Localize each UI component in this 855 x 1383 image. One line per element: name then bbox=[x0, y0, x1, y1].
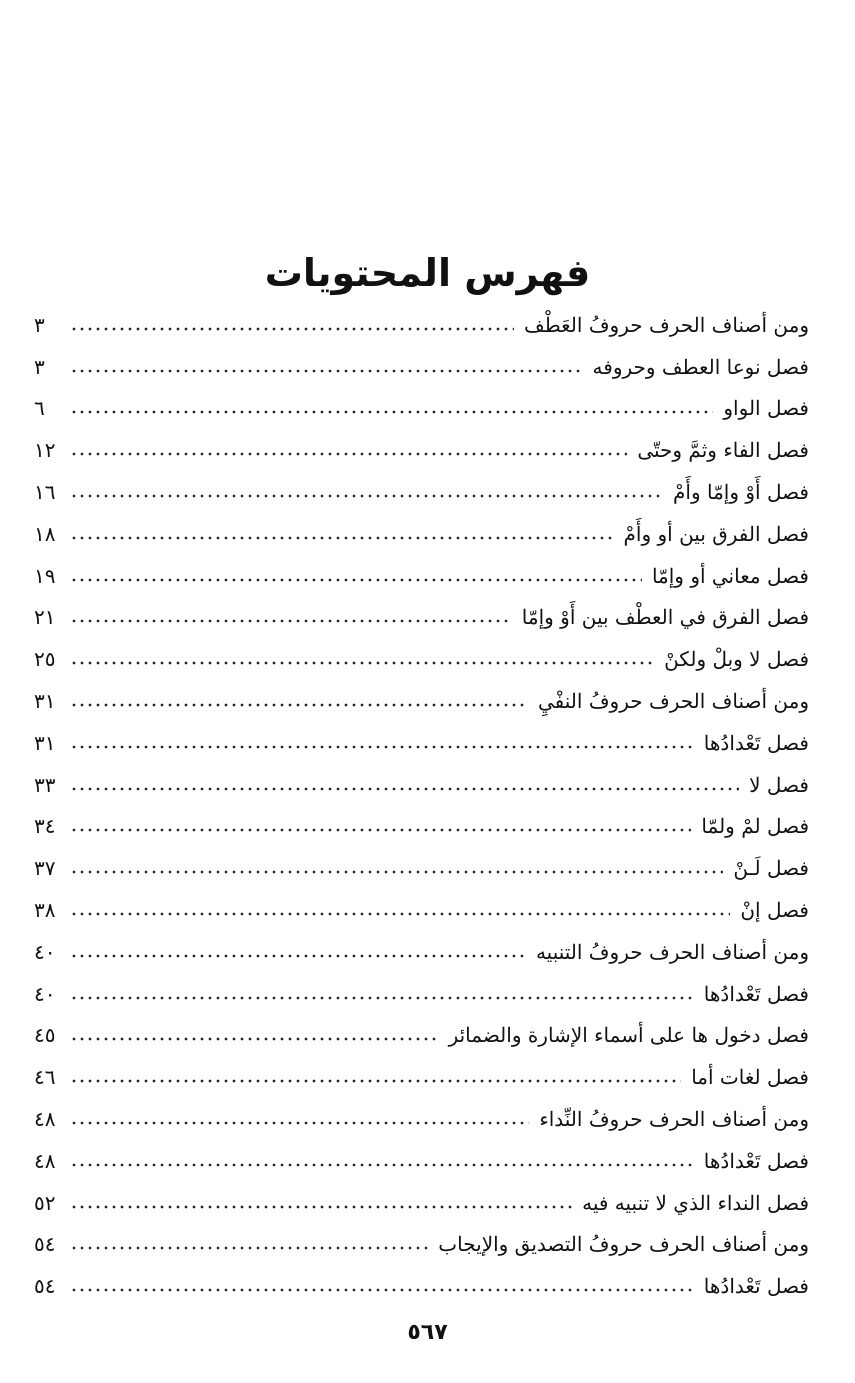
toc-entry bbox=[34, 722, 809, 764]
toc-entry-title: فصل نوعا العطف وحروفه bbox=[592, 354, 809, 379]
dot-leader bbox=[70, 1079, 681, 1083]
toc-entry-title: فصل النداء الذي لا تنبيه فيه bbox=[582, 1190, 809, 1215]
dot-leader bbox=[70, 703, 528, 707]
toc-entry bbox=[34, 638, 809, 680]
toc-entry-title: فصل إنْ bbox=[740, 898, 809, 923]
toc-entry-page-number: ٤٠ bbox=[34, 981, 56, 1006]
toc-entry bbox=[34, 1098, 809, 1140]
toc-entry bbox=[34, 1015, 809, 1057]
dot-leader bbox=[70, 1163, 694, 1167]
toc-entry bbox=[34, 346, 809, 388]
dot-leader bbox=[70, 494, 663, 498]
toc-entry-page-number: ٣١ bbox=[34, 730, 56, 755]
toc-entry-title: فصل لا وبلْ ولكنْ bbox=[664, 647, 809, 672]
toc-entry bbox=[34, 1224, 809, 1266]
toc-entry bbox=[34, 429, 809, 471]
toc-entry-title: ومن أصناف الحرف حروفُ العَطْف bbox=[524, 312, 809, 337]
toc-entry-page-number: ٦ bbox=[34, 396, 45, 421]
toc-entry-title: فصل معاني أو وإمّا bbox=[651, 563, 809, 588]
toc-entry-title: ومن أصناف الحرف حروفُ التنبيه bbox=[535, 939, 809, 964]
toc-entry bbox=[34, 513, 809, 555]
toc-entry-page-number: ٥٢ bbox=[34, 1190, 56, 1215]
toc-entry-page-number: ١٢ bbox=[34, 438, 56, 463]
toc-entry-page-number: ١٦ bbox=[34, 480, 56, 505]
toc-entry-title: فصل تَعْدادُها bbox=[703, 1274, 809, 1299]
toc-entry bbox=[34, 1265, 809, 1307]
toc-entry-title: فصل الفرق بين أو وأَمْ bbox=[623, 521, 809, 546]
toc-entry-page-number: ٢٥ bbox=[34, 647, 56, 672]
toc-entry-title: فصل الفاء وثمَّ وحتّى bbox=[637, 438, 809, 463]
toc-entry-title: فصل تَعْدادُها bbox=[703, 730, 809, 755]
toc-entry-page-number: ٣٣ bbox=[34, 772, 56, 797]
toc-entry-title: ومن أصناف الحرف حروفُ التصديق والإيجاب bbox=[438, 1232, 809, 1257]
dot-leader bbox=[70, 1288, 694, 1292]
toc-entry-title: فصل لَـنْ bbox=[733, 856, 809, 881]
table-of-contents bbox=[34, 304, 809, 1307]
toc-entry-page-number: ٣٨ bbox=[34, 898, 56, 923]
toc-entry-title: فصل لغات أما bbox=[691, 1065, 809, 1090]
dot-leader bbox=[70, 828, 691, 832]
toc-entry bbox=[34, 1182, 809, 1224]
dot-leader bbox=[70, 745, 694, 749]
toc-entry bbox=[34, 555, 809, 597]
toc-entry-title: فصل تَعْدادُها bbox=[703, 981, 809, 1006]
toc-entry bbox=[34, 973, 809, 1015]
toc-entry-title: فصل الواو bbox=[723, 396, 809, 421]
toc-entry-page-number: ٢١ bbox=[34, 605, 56, 630]
toc-entry-page-number: ٤٦ bbox=[34, 1065, 56, 1090]
dot-leader bbox=[70, 870, 723, 874]
toc-entry-page-number: ١٨ bbox=[34, 521, 56, 546]
dot-leader bbox=[70, 1037, 439, 1041]
dot-leader bbox=[70, 452, 627, 456]
toc-entry bbox=[34, 680, 809, 722]
dot-leader bbox=[70, 369, 583, 373]
toc-entry-title: فصل دخول ها على أسماء الإشارة والضمائر bbox=[448, 1023, 809, 1048]
toc-entry-title: فصل الفرق في العطْف بين أَوْ وإمّا bbox=[521, 605, 809, 630]
toc-entry-page-number: ٥٤ bbox=[34, 1274, 56, 1299]
toc-entry bbox=[34, 764, 809, 806]
toc-entry bbox=[34, 806, 809, 848]
toc-entry-page-number: ٣٧ bbox=[34, 856, 56, 881]
toc-entry-page-number: ٤٠ bbox=[34, 939, 56, 964]
toc-entry bbox=[34, 889, 809, 931]
toc-entry-page-number: ١٩ bbox=[34, 563, 56, 588]
dot-leader bbox=[70, 536, 614, 540]
toc-entry bbox=[34, 304, 809, 346]
toc-entry-title: فصل لا bbox=[749, 772, 809, 797]
dot-leader bbox=[70, 410, 713, 414]
toc-entry-title: ومن أصناف الحرف حروفُ النِّداء bbox=[539, 1107, 809, 1132]
toc-entry-page-number: ٤٥ bbox=[34, 1023, 56, 1048]
toc-entry bbox=[34, 847, 809, 889]
toc-entry bbox=[34, 931, 809, 973]
toc-entry-page-number: ٤٨ bbox=[34, 1148, 56, 1173]
toc-entry-title: فصل أَوْ وإمّا وأَمْ bbox=[673, 480, 809, 505]
dot-leader bbox=[70, 954, 526, 958]
toc-entry-page-number: ٣ bbox=[34, 312, 45, 337]
dot-leader bbox=[70, 327, 514, 331]
toc-entry-page-number: ٣١ bbox=[34, 689, 56, 714]
dot-leader bbox=[70, 1121, 529, 1125]
page-title: فهرس المحتويات bbox=[264, 251, 591, 296]
dot-leader bbox=[70, 619, 512, 623]
toc-entry-title: فصل تَعْدادُها bbox=[703, 1148, 809, 1173]
toc-entry-page-number: ٣٤ bbox=[34, 814, 56, 839]
toc-entry bbox=[34, 388, 809, 430]
toc-entry-page-number: ٣ bbox=[34, 354, 45, 379]
dot-leader bbox=[70, 1246, 428, 1250]
dot-leader bbox=[70, 578, 642, 582]
toc-entry bbox=[34, 1056, 809, 1098]
toc-entry-page-number: ٥٤ bbox=[34, 1232, 56, 1257]
toc-entry-title: فصل لمْ ولمّا bbox=[701, 814, 809, 839]
toc-entry bbox=[34, 597, 809, 639]
toc-entry bbox=[34, 1140, 809, 1182]
page-number-footer: ٥٦٧ bbox=[407, 1320, 448, 1345]
toc-entry bbox=[34, 471, 809, 513]
dot-leader bbox=[70, 1205, 572, 1209]
dot-leader bbox=[70, 912, 730, 916]
toc-entry-page-number: ٤٨ bbox=[34, 1107, 56, 1132]
toc-entry-title: ومن أصناف الحرف حروفُ النفْيِ bbox=[537, 689, 809, 714]
dot-leader bbox=[70, 661, 654, 665]
dot-leader bbox=[70, 787, 739, 791]
dot-leader bbox=[70, 996, 694, 1000]
